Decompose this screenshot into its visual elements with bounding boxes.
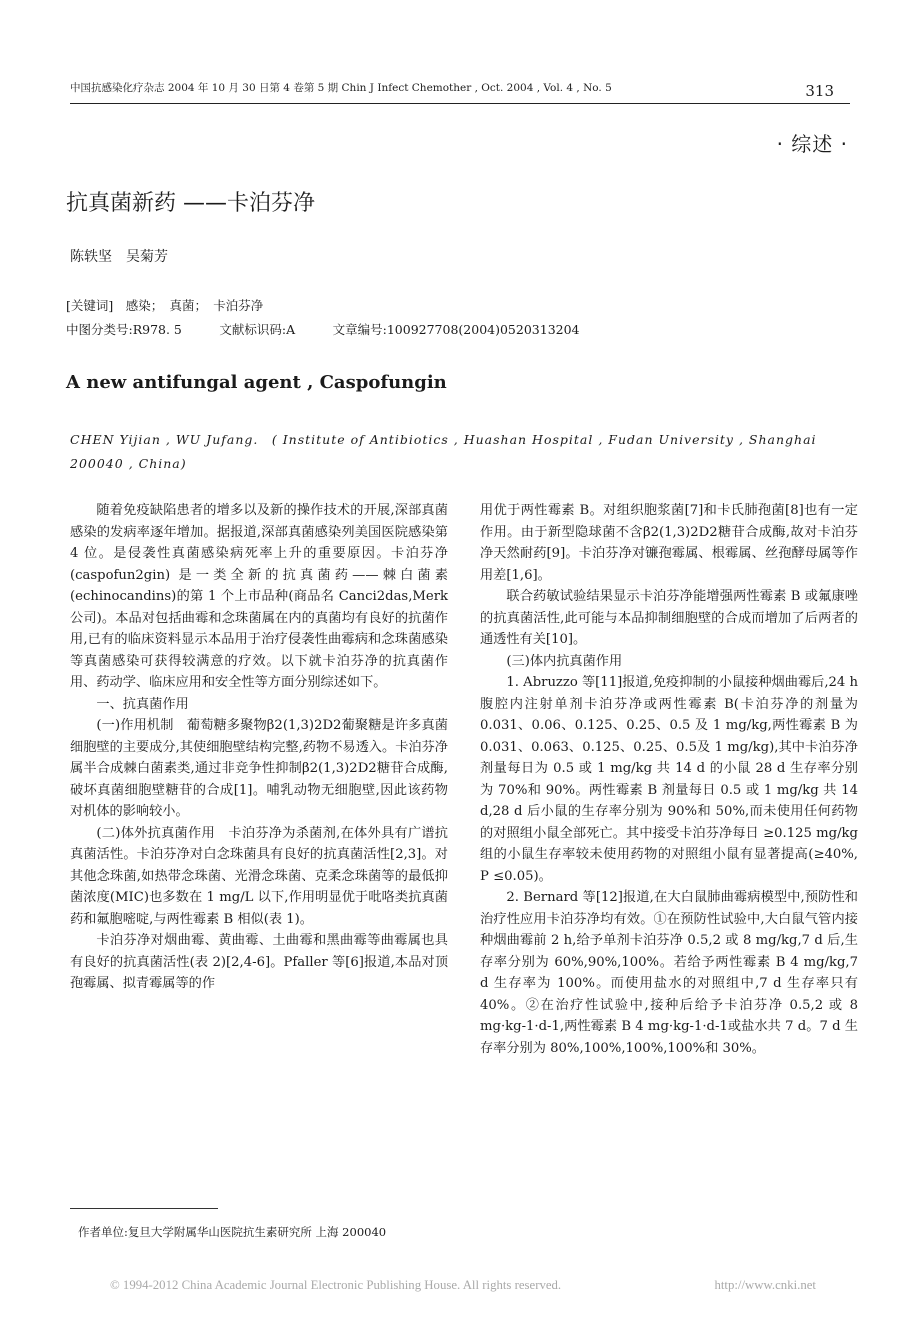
in-vitro-paragraph: (二)体外抗真菌作用 卡泊芬净为杀菌剂,在体外具有广谱抗真菌活性。卡泊芬净对白念珠菌具有良好的抗真菌活性[2,3]。对其他念珠菌,如热带念珠菌、光滑念珠菌、克柔念珠菌等的最低抑菌浓度(MIC)也多数在 1 mg/L 以下,作用明显优于吡咯类抗真菌药和氟胞嘧啶,与两性霉素 B 相似(表 1)。 <box>70 825 448 927</box>
body-left-column <box>70 500 448 995</box>
section-heading: 一、抗真菌作用 <box>96 696 189 712</box>
section-label: · 综述 · <box>776 132 848 156</box>
body-right-column <box>480 500 858 1059</box>
keywords: [关键词] 感染； 真菌； 卡泊芬净 <box>66 298 264 313</box>
continuation-paragraph: 用优于两性霉素 B。对组织胞浆菌[7]和卡氏肺孢菌[8]也有一定作用。由于新型隐球菌不含β2(1,3)2D2糖苷合成酶,故对卡泊芬净天然耐药[9]。卡泊芬净对镰孢霉属、根霉属、丝孢酵母属等作用差[1,6]。 <box>480 503 858 583</box>
subsection-heading: (三)体内抗真菌作用 <box>506 653 623 669</box>
mechanism-paragraph: (一)作用机制 葡萄糖多聚物β2(1,3)2D2葡聚糖是许多真菌细胞壁的主要成分,其使细胞壁结构完整,药物不易透入。卡泊芬净属半合成棘白菌素类,通过非竞争性抑制β2(1,3)2D2糖苷合成酶,破坏真菌细胞壁糖苷的合成[1]。哺乳动物无细胞壁,因此该药物对机体的影响较小。 <box>70 718 448 819</box>
combination-paragraph: 联合药敏试验结果显示卡泊芬净能增强两性霉素 B 或氟康唑的抗真菌活性,此可能与本品抑制细胞壁的合成而增加了后两者的通透性有关[10]。 <box>480 589 858 647</box>
author-affiliation-footnote: 作者单位:复旦大学附属华山医院抗生素研究所 上海 200040 <box>78 1225 387 1239</box>
copyright-footer: © 1994-2012 China Academic Journal Electronic Publishing House. All rights reserved. <box>110 1278 562 1292</box>
bernard-paragraph: 2. Bernard 等[12]报道,在大白鼠肺曲霉病模型中,预防性和治疗性应用卡泊芬净均有效。①在预防性试验中,大白鼠气管内接种烟曲霉前 2 h,给予单剂卡泊芬净 0.5,2 或 8 mg/kg,7 d 后,生存率分别为 60%,90%,100%。若给予两性霉素 B 4 mg/kg,7 d 生存率为 100%。而使用盐水的对照组中,7 d 生存率只有 40%。②在治疗性试验中,接种后给予卡泊芬净 0.5,2 或 8 mg·kg-1·d-1,两性霉素 B 4 mg·kg-1·d-1或盐水共 7 d。7 d 生存率分别为 80%,100%,100%,100%和 30%。 <box>480 890 858 1056</box>
english-authors-line2: 200040 , China) <box>70 456 187 471</box>
journal-header: 中国抗感染化疗杂志 2004 年 10 月 30 日第 4 卷第 5 期 Chin J Infect Chemother , Oct. 2004 , Vol. 4 , No. 5 <box>70 82 612 94</box>
page-number: 313 <box>805 82 834 100</box>
abruzzo-paragraph: 1. Abruzzo 等[11]报道,免疫抑制的小鼠接种烟曲霉后,24 h 腹腔内注射单剂卡泊芬净或两性霉素 B(卡泊芬净的剂量为 0.031、0.06、0.125、0.25、0.5 及 1 mg/kg,两性霉素 B 为 0.031、0.063、0.125、0.25、0.5及 1 mg/kg),其中卡泊芬净剂量每日为 0.5 或 1 mg/kg 共 14 d 的小鼠 28 d 生存率分别为 70%和 90%。两性霉素 B 剂量每日 0.5 或 1 mg/kg 共 14 d,28 d 后小鼠的生存率分别为 90%和 50%,而未使用任何药物的对照组小鼠全部死亡。其中接受卡泊芬净每日 ≥0.125 mg/kg 组的小鼠生存率较未使用药物的对照组小鼠有显著提高(≥40%, P ≤0.05)。 <box>480 675 858 884</box>
english-authors-line1: CHEN Yijian , WU Jufang. ( Institute of Antibiotics , Huashan Hospital , Fudan University , Shanghai <box>70 432 817 447</box>
intro-paragraph: 随着免疫缺陷患者的增多以及新的操作技术的开展,深部真菌感染的发病率逐年增加。据报道,深部真菌感染列美国医院感染第 4 位。是侵袭性真菌感染病死率上升的重要原因。卡泊芬净(caspofun2gin) 是一类全新的抗真菌药——棘白菌素(echinocandins)的第 1 个上市品种(商品名 Canci2das,Merk 公司)。本品对包括曲霉和念珠菌属在内的真菌均有良好的抗菌作用,已有的临床资料显示本品用于治疗侵袭性曲霉病和念珠菌感染等真菌感染可获得较满意的疗效。以下就卡泊芬净的抗真菌作用、药动学、临床应用和安全性等方面分别综述如下。 <box>70 503 448 690</box>
article-authors: 陈轶坚 吴菊芳 <box>70 249 168 265</box>
footnote-rule <box>70 1208 218 1209</box>
classification-line: 中图分类号:R978. 5 文献标识码:A 文章编号:100927708(2004)0520313204 <box>66 322 580 337</box>
header-rule <box>70 103 850 104</box>
aspergillus-paragraph: 卡泊芬净对烟曲霉、黄曲霉、土曲霉和黑曲霉等曲霉属也具有良好的抗真菌活性(表 2)[2,4-6]。Pfaller 等[6]报道,本品对顶孢霉属、拟青霉属等的作 <box>70 933 448 991</box>
english-title: A new antifungal agent , Caspofungin <box>66 372 447 393</box>
article-title: 抗真菌新药 ——卡泊芬净 <box>66 191 315 216</box>
cnki-url[interactable]: http://www.cnki.net <box>714 1278 816 1292</box>
